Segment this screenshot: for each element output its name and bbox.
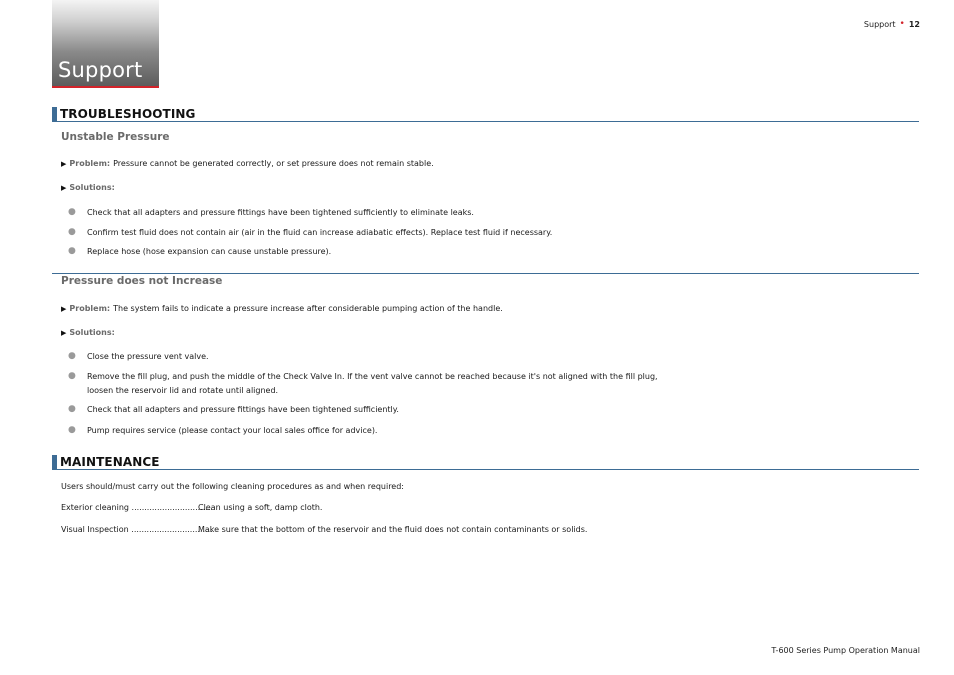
heading-bar-icon <box>52 107 57 121</box>
bullet-icon: ● <box>68 351 76 361</box>
solutions-line <box>61 183 118 192</box>
list-item <box>68 370 668 398</box>
section-divider <box>52 273 919 274</box>
heading-bar-icon <box>52 455 57 469</box>
chapter-tab <box>52 0 159 88</box>
triangle-right-icon: ▶ <box>61 183 67 192</box>
footer-manual-title: T-600 Series Pump Operation Manual <box>771 646 920 655</box>
separator-dot-icon: • <box>899 19 905 29</box>
maintenance-item <box>61 503 322 512</box>
problem-label: Problem: <box>69 304 111 313</box>
problem-line <box>61 304 503 313</box>
maintenance-intro: Users should/must carry out the following cleaning procedures as and when required: <box>61 482 404 491</box>
bullet-icon: ● <box>68 246 76 256</box>
triangle-right-icon: ▶ <box>61 304 67 313</box>
maintenance-term-leader: Exterior cleaning ................................ <box>61 503 213 512</box>
maintenance-description: Make sure that the bottom of the reservoir and the fluid does not contain contaminants or solids. <box>198 525 588 534</box>
triangle-right-icon: ▶ <box>61 159 67 168</box>
problem-line <box>61 159 434 168</box>
list-item-text: Pump requires service (please contact your local sales office for advice). <box>87 426 378 435</box>
solutions-label: Solutions: <box>69 183 115 192</box>
list-item-text: Check that all adapters and pressure fittings have been tightened sufficiently. <box>87 405 399 414</box>
maintenance-description: Clean using a soft, damp cloth. <box>198 503 323 512</box>
list-item-text: Check that all adapters and pressure fittings have been tightened sufficiently to eliminate leaks. <box>87 208 474 217</box>
triangle-right-icon: ▶ <box>61 328 67 337</box>
solutions-label: Solutions: <box>69 328 115 337</box>
list-item <box>68 350 668 364</box>
list-item <box>68 424 668 438</box>
chapter-title: Support <box>58 58 143 82</box>
maintenance-term-leader: Visual Inspection ................................ <box>61 525 213 534</box>
bullet-icon: ● <box>68 227 76 237</box>
problem-label: Problem: <box>69 159 111 168</box>
maintenance-heading <box>52 455 919 470</box>
bullet-icon: ● <box>68 425 76 435</box>
list-item <box>68 403 668 417</box>
maintenance-term: Exterior cleaning <box>61 503 129 512</box>
page-number: 12 <box>908 19 920 29</box>
bullet-icon: ● <box>68 207 76 217</box>
problem-text: Pressure cannot be generated correctly, or set pressure does not remain stable. <box>113 159 434 168</box>
list-item <box>68 206 668 220</box>
list-item-text: Close the pressure vent valve. <box>87 352 209 361</box>
troubleshooting-heading-text: TROUBLESHOOTING <box>60 107 196 121</box>
list-item <box>68 226 668 240</box>
running-header <box>864 19 920 29</box>
maintenance-item <box>61 525 587 534</box>
maintenance-term: Visual Inspection <box>61 525 129 534</box>
running-header-section: Support <box>863 19 896 29</box>
list-item-text: Remove the fill plug, and push the middle of the Check Valve In. If the vent valve cannot be reached because it's not aligned with the fill plug, loosen the reservoir lid and rotate until aligned. <box>87 372 658 395</box>
troubleshooting-heading <box>52 107 919 122</box>
bullet-icon: ● <box>68 371 76 381</box>
maintenance-heading-text: MAINTENANCE <box>60 455 160 469</box>
solutions-line <box>61 328 118 337</box>
list-item-text: Replace hose (hose expansion can cause unstable pressure). <box>87 247 332 256</box>
list-item-text: Confirm test fluid does not contain air (air in the fluid can increase adiabatic effects). Replace test fluid if necessary. <box>87 228 553 237</box>
problem-text: The system fails to indicate a pressure increase after considerable pumping action of the handle. <box>113 304 503 313</box>
list-item <box>68 245 668 259</box>
issue-title: Unstable Pressure <box>61 131 170 143</box>
bullet-icon: ● <box>68 404 76 414</box>
issue-title: Pressure does not Increase <box>61 275 223 287</box>
